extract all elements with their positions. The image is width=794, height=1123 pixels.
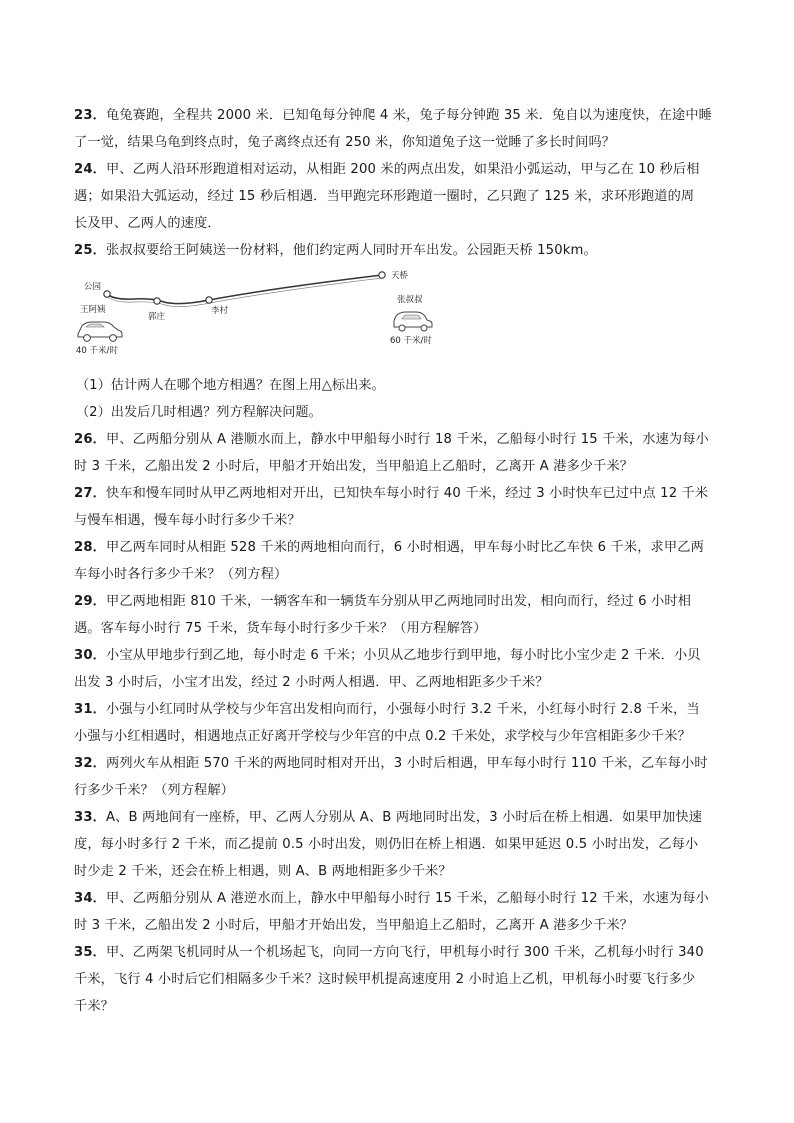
guozhuang-node — [154, 298, 160, 304]
question-31: 31．小强与小红同时从学校与少年宫出发相向而行，小强每小时行 3.2 千米，小红每小时行 2.8 千米，当 小强与小红相遇时，相遇地点正好离开学校与少年宫的中点 0.2 千米处，求学校与少年宫相距多少千米？ — [74, 702, 700, 744]
question-33: 33．A、B 两地间有一座桥，甲、乙两人分别从 A、B 两地同时出发，3 小时后在桥上相遇．如果甲加快速 度，每小时多行 2 千米，而乙提前 0.5 小时出发，则仍旧在桥上相遇．如果甲延迟 0.5 小时出发，乙每小 时少走 2 千米，还会在桥上相遇，则 A、B 两地相距多少千米？ — [74, 810, 703, 879]
aunt-wang-car-icon — [78, 322, 122, 341]
guozhuang-label: 郭庄 — [148, 312, 166, 322]
park-node — [104, 291, 110, 297]
route-diagram — [74, 266, 722, 366]
question-24: 24．甲、乙两人沿环形跑道相对运动，从相距 200 米的两点出发，如果沿小弧运动，甲与乙在 10 秒后相 遇；如果沿大弧运动，经过 15 秒后相遇．当甲跑完环形跑道一圈时，乙只跑了 125 米，求环形跑道的周 长及甲、乙两人的速度． — [74, 162, 700, 231]
uncle-speed-label: 60 千米/时 — [390, 336, 432, 346]
aunt-wang-label: 王阿姨 — [80, 305, 106, 315]
sub-question-1: （1）估计两人在哪个地方相遇？在图上用△标出来。 — [76, 378, 385, 393]
bridge-label: 天桥 — [391, 271, 409, 281]
worksheet-page — [74, 102, 722, 1020]
uncle-zhang-car-icon — [394, 312, 432, 331]
bridge-node — [379, 272, 385, 278]
question-30: 30．小宝从甲地步行到乙地，每小时走 6 千米；小贝从乙地步行到甲地，每小时比小宝少走 2 千米．小贝 出发 3 小时后，小宝才出发，经过 2 小时两人相遇．甲、乙两地相距多少千米？ — [74, 648, 701, 690]
park-label: 公园 — [84, 282, 102, 292]
question-29: 29．甲乙两地相距 810 千米，一辆客车和一辆货车分别从甲乙两地同时出发，相向而行，经过 6 小时相 遇。客车每小时行 75 千米，货车每小时行多少千米？（用方程解答） — [74, 594, 692, 636]
uncle-zhang-label: 张叔叔 — [397, 295, 423, 305]
question-25: 25．张叔叔要给王阿姨送一份材料，他们约定两人同时开车出发。公园距天桥 150km。 — [74, 243, 597, 258]
route-line-shadow — [108, 278, 382, 307]
question-26: 26．甲、乙两船分别从 A 港顺水而上，静水中甲船每小时行 18 千米，乙船每小时行 15 千米，水速为每小 时 3 千米，乙船出发 2 小时后，甲船才开始出发，当甲船追上乙船时，乙离开 A 港多少千米？ — [74, 432, 709, 474]
question-32: 32．两列火车从相距 570 千米的两地同时相对开出，3 小时后相遇，甲车每小时行 110 千米，乙车每小时 行多少千米？（列方程解） — [74, 756, 708, 798]
question-28: 28．甲乙两车同时从相距 528 千米的两地相向而行，6 小时相遇，甲车每小时比乙车快 6 千米，求甲乙两 车每小时各行多少千米？（列方程） — [74, 540, 704, 582]
question-35: 35．甲、乙两架飞机同时从一个机场起飞，向同一方向飞行，甲机每小时行 300 千米，乙机每小时行 340 千米，飞行 4 小时后它们相隔多少千米？这时候甲机提高速度用 2 小时追上乙机，甲机每小时要飞行多少 千米？ — [74, 945, 704, 1014]
route-map — [74, 266, 722, 366]
aunt-speed-label: 40 千米/时 — [76, 346, 118, 356]
licun-label: 李村 — [211, 306, 229, 316]
route-line — [107, 275, 382, 304]
question-23: 23．龟兔赛跑，全程共 2000 米．已知龟每分钟爬 4 米，兔子每分钟跑 35 米．兔自以为速度快，在途中睡 了一觉，结果乌龟到终点时，兔子离终点还有 250 米，你知道兔子这一觉睡了多长时间吗？ — [74, 108, 712, 150]
sub-question-2: （2）出发后几时相遇？列方程解决问题。 — [76, 405, 322, 420]
question-34: 34．甲、乙两船分别从 A 港逆水而上，静水中甲船每小时行 15 千米，乙船每小时行 12 千米，水速为每小 时 3 千米，乙船出发 2 小时后，甲船才开始出发，当甲船追上乙船时，乙离开 A 港多少千米？ — [74, 891, 709, 933]
licun-node — [206, 297, 212, 303]
question-27: 27．快车和慢车同时从甲乙两地相对开出，已知快车每小时行 40 千米，经过 3 小时快车已过中点 12 千米 与慢车相遇，慢车每小时行多少千米？ — [74, 486, 709, 528]
